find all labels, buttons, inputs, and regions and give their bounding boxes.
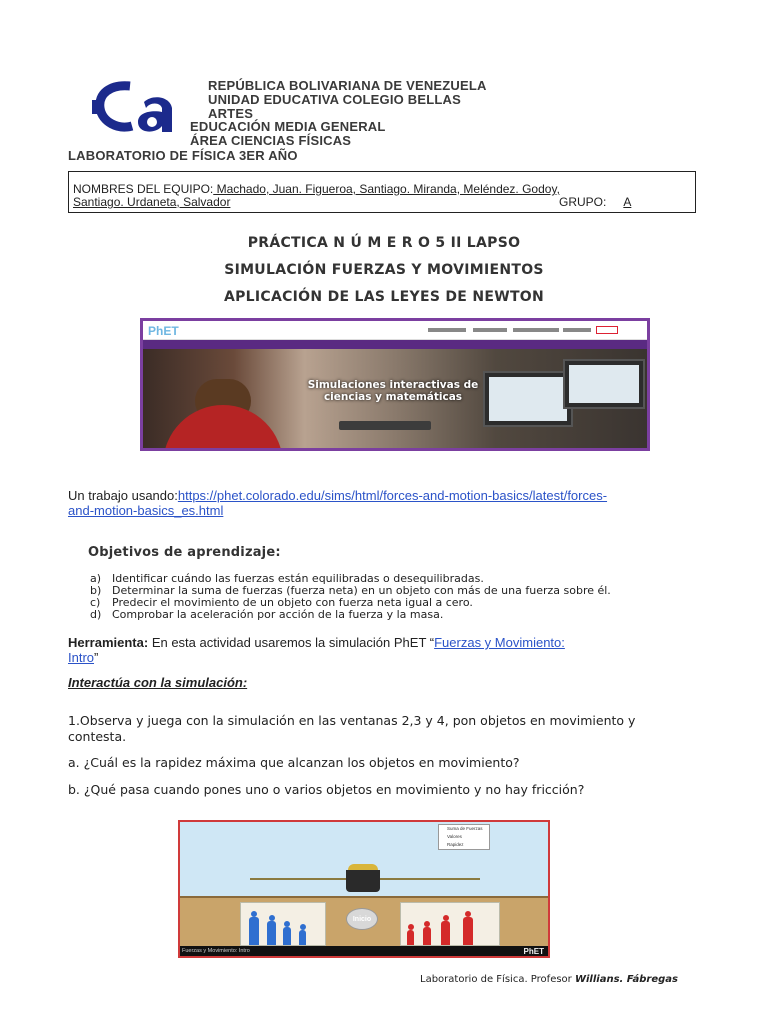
phet-hero-button (339, 421, 431, 430)
tool-paragraph (68, 635, 708, 665)
red-puller-icon (463, 917, 473, 945)
link-prefix: Un trabajo usando: (68, 488, 178, 503)
blue-puller-icon (249, 917, 259, 945)
team-line-2 (73, 195, 648, 209)
legend-item: Suma de Fuerzas (447, 826, 483, 831)
simulation-title: SIMULACIÓN FUERZAS Y MOVIMIENTOS (224, 262, 544, 278)
phet-url-link-cont[interactable]: and-motion-basics_es.html (68, 503, 224, 518)
tool-text: En esta actividad usaremos la simulación PhET “ (148, 635, 435, 650)
legend-item: Rapidez (447, 842, 464, 847)
sim-legend (438, 824, 490, 850)
objective-item: b) Determinar la suma de fuerzas (fuerza neta) en un objeto con más de una fuerza sobre él. (90, 584, 611, 597)
phet-hero-text: Simulaciones interactivas de ciencias y matemáticas (307, 379, 479, 403)
phet-url-link[interactable]: https://phet.colorado.edu/sims/html/forces-and-motion-basics/latest/forces- (177, 488, 608, 503)
objective-item: c) Predecir el movimiento de un objeto con fuerza neta igual a cero. (90, 596, 473, 609)
laptop (483, 371, 573, 427)
blue-puller-icon (283, 927, 291, 945)
start-button: Inicio (346, 908, 378, 930)
team-line-1 (73, 182, 560, 196)
laptop-screen (489, 377, 567, 421)
red-puller-icon (441, 921, 450, 945)
team-names-2[interactable]: Santiago. Urdaneta, Salvador (73, 195, 231, 209)
blue-team-panel (240, 902, 326, 946)
sim-phet-logo: PhET (523, 947, 544, 956)
nav-item (513, 328, 559, 332)
blue-puller-icon (267, 921, 276, 945)
red-team-panel (400, 902, 500, 946)
footer-text: Laboratorio de Física. Profesor (420, 974, 575, 985)
student-body (163, 405, 283, 451)
header-lab: LABORATORIO DE FÍSICA 3ER AÑO (68, 148, 298, 163)
header-area: ÁREA CIENCIAS FÍSICAS (190, 133, 352, 148)
objectives-list (90, 573, 611, 621)
simulation-link-cont[interactable]: Intro (68, 650, 95, 665)
red-puller-icon (407, 930, 414, 945)
phet-site-navbar (143, 321, 647, 340)
phet-logo: PhET (148, 324, 179, 338)
blue-puller-icon (299, 930, 306, 945)
tool-close-quote: ” (94, 650, 99, 665)
school-logo (92, 80, 178, 136)
objectives-title: Objetivos de aprendizaje: (88, 545, 281, 560)
objective-item: a) Identificar cuándo las fuerzas están equilibradas o desequilibradas. (90, 572, 484, 585)
group-label: GRUPO: (559, 195, 607, 209)
group-value[interactable]: A (623, 195, 632, 209)
tool-label: Herramienta: (68, 635, 149, 650)
red-puller-icon (423, 927, 431, 945)
laptop (563, 359, 645, 409)
nav-item (473, 328, 507, 332)
practice-title: PRÁCTICA N Ú M E R O 5 II LAPSO (247, 235, 521, 251)
footer-professor-name: Willians. Fábregas (574, 974, 678, 985)
question-a: a. ¿Cuál es la rapidez máxima que alcanzan los objetos en movimiento? (68, 755, 520, 770)
phet-site-banner (143, 340, 647, 349)
phet-website-image (140, 318, 650, 451)
nav-item (428, 328, 466, 332)
team-label: NOMBRES DEL EQUIPO: (73, 182, 214, 196)
question-1: 1.Observa y juega con la simulación en las ventanas 2,3 y 4, pon objetos en movimiento y contesta. (68, 713, 636, 744)
objective-item: d) Comprobar la aceleración por acción de la fuerza y la masa. (90, 608, 444, 621)
header-school-cont: ARTES (208, 106, 254, 121)
page-footer (420, 974, 678, 985)
header-school: UNIDAD EDUCATIVA COLEGIO BELLAS (208, 92, 461, 107)
header-republic: REPÚBLICA BOLIVARIANA DE VENEZUELA (208, 78, 487, 93)
team-box (68, 171, 696, 213)
header-level: EDUCACIÓN MEDIA GENERAL (190, 119, 386, 134)
simulation-link[interactable]: Fuerzas y Movimiento: (434, 635, 565, 650)
team-names-1[interactable]: Machado, Juan. Figueroa, Santiago. Miranda, Meléndez. Godoy, (213, 182, 560, 196)
legend-item: Valores (447, 834, 462, 839)
sim-cart (346, 870, 380, 892)
interact-heading: Interactúa con la simulación: (68, 675, 248, 690)
sim-navbar-title: Fuerzas y Movimiento: Intro (182, 948, 250, 954)
nav-item (563, 328, 591, 332)
question-b: b. ¿Qué pasa cuando pones uno o varios objetos en movimiento y no hay fricción? (68, 782, 585, 797)
link-paragraph (68, 488, 708, 518)
simulation-image (178, 820, 550, 958)
laptop-screen (569, 365, 639, 403)
newton-title: APLICACIÓN DE LAS LEYES DE NEWTON (223, 289, 545, 305)
donate-button (596, 326, 618, 334)
